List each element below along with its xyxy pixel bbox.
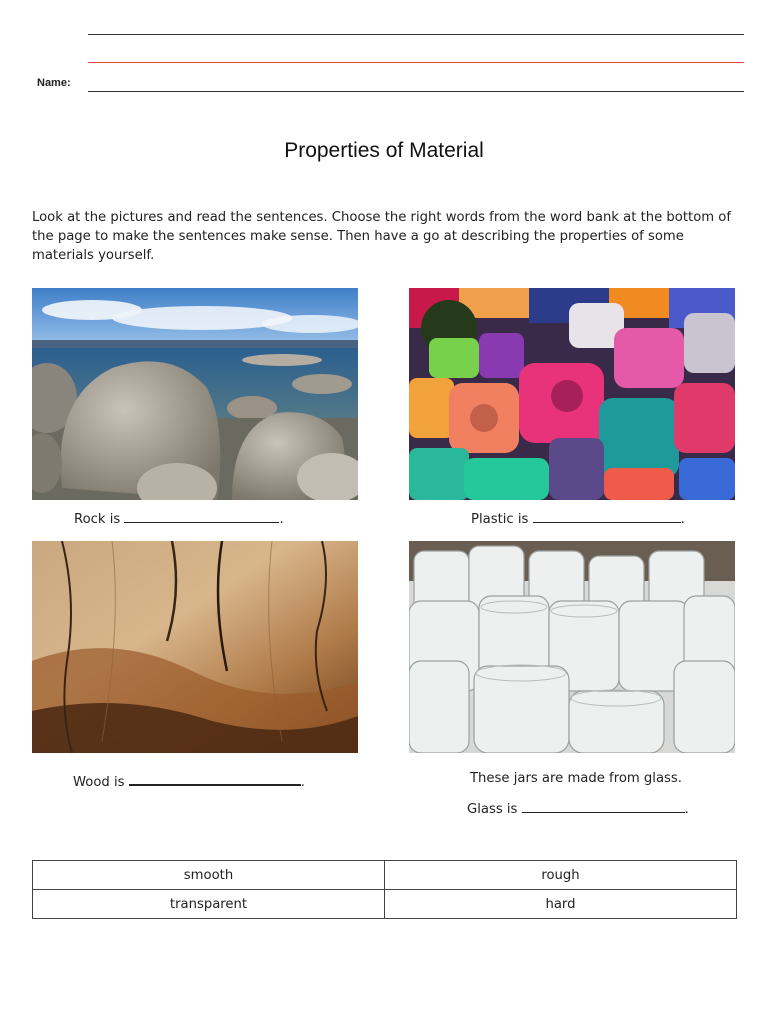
glass-answer-blank[interactable] [522, 800, 685, 813]
rock-sentence-prefix: Rock is [74, 512, 121, 527]
plastic-sentence-suffix: . [680, 512, 685, 527]
header-rule-top [88, 34, 744, 35]
jars-sentence: These jars are made from glass. [470, 771, 682, 786]
wood-sentence [73, 772, 305, 790]
word-bank-cell: smooth [33, 861, 385, 890]
plastic-sentence [471, 510, 685, 527]
instructions: Look at the pictures and read the sentences. Choose the right words from the word bank at the bottom of the page to make the sentences make sense. Then have a go at describing the properties of some materials yourself. [32, 210, 732, 263]
glass-sentence-prefix: Glass is [467, 802, 518, 817]
plastic-answer-blank[interactable] [533, 510, 681, 523]
word-bank-cell: transparent [33, 890, 385, 919]
rock-sentence-suffix: . [279, 512, 284, 527]
glass-jars-photo [409, 541, 735, 753]
rock-answer-blank[interactable] [124, 510, 279, 523]
wood-sentence-prefix: Wood is [73, 775, 125, 790]
rock-sentence [74, 510, 284, 527]
word-bank-table [32, 860, 737, 919]
word-bank-cell: rough [385, 861, 737, 890]
rock-photo [32, 288, 358, 500]
word-bank-row [33, 890, 737, 919]
word-bank-row [33, 861, 737, 890]
wood-sentence-suffix: . [300, 775, 305, 790]
word-bank-cell: hard [385, 890, 737, 919]
name-line [88, 91, 744, 92]
wood-photo [32, 541, 358, 753]
header-rule-red [88, 62, 744, 63]
wood-answer-blank[interactable] [129, 772, 301, 786]
glass-sentence [467, 800, 689, 817]
plastic-photo [409, 288, 735, 500]
glass-sentence-suffix: . [684, 802, 689, 817]
name-label: Name: [37, 77, 71, 89]
page-title: Properties of Material [284, 139, 484, 162]
plastic-sentence-prefix: Plastic is [471, 512, 529, 527]
